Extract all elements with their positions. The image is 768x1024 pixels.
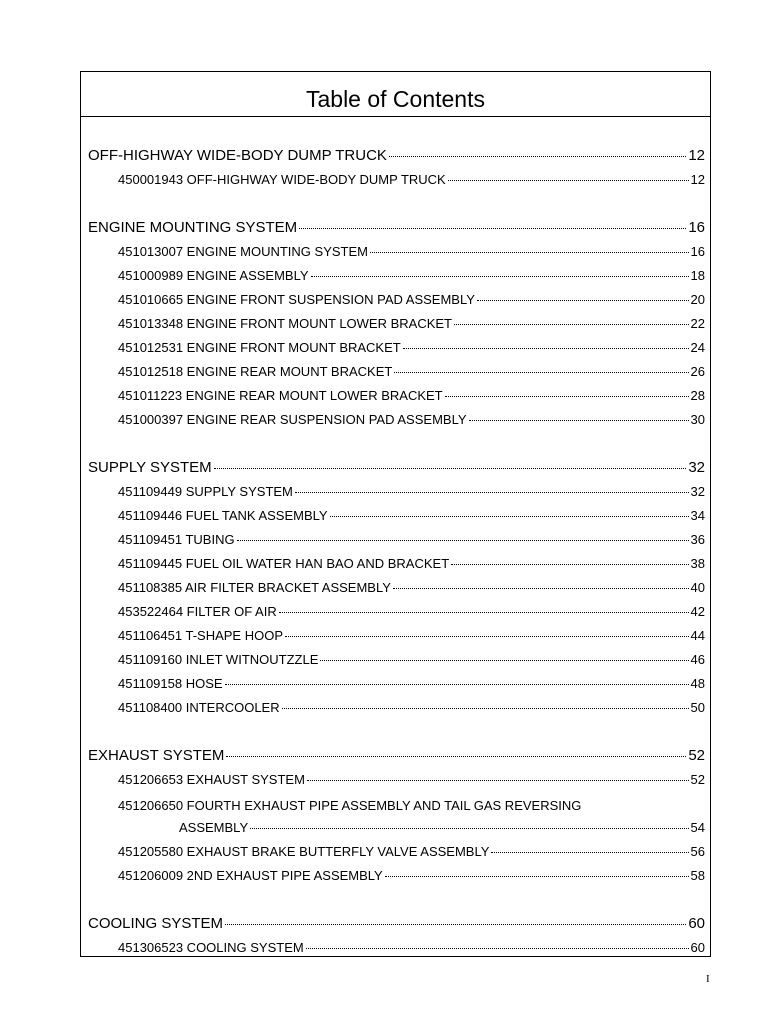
dot-leader — [393, 588, 689, 589]
entry-page-number: 16 — [690, 244, 705, 259]
dot-leader — [320, 660, 688, 661]
toc-entry[interactable] — [88, 508, 705, 528]
dot-leader — [385, 876, 689, 877]
toc-section-heading[interactable] — [88, 459, 705, 479]
entry-page-number: 24 — [690, 340, 705, 355]
toc-entry[interactable] — [88, 676, 705, 696]
entry-label: 453522464 FILTER OF AIR — [118, 604, 277, 619]
toc-entry[interactable] — [88, 844, 705, 864]
entry-label: 451109446 FUEL TANK ASSEMBLY — [118, 508, 328, 523]
page-title: Table of Contents — [305, 86, 485, 112]
dot-leader — [445, 396, 689, 397]
toc-entry[interactable] — [88, 412, 705, 432]
entry-page-number: 42 — [690, 604, 705, 619]
entry-page-number: 46 — [690, 652, 705, 667]
toc-entry[interactable] — [88, 316, 705, 336]
entry-label: 451108400 INTERCOOLER — [118, 700, 280, 715]
dot-leader — [454, 324, 689, 325]
toc-entry[interactable] — [88, 700, 705, 720]
toc-entry[interactable] — [88, 772, 705, 792]
entry-label: 451011223 ENGINE REAR MOUNT LOWER BRACKET — [118, 388, 443, 403]
entry-label: 451306523 COOLING SYSTEM — [118, 940, 304, 955]
toc-entry[interactable] — [88, 340, 705, 360]
entry-page-number: 44 — [690, 628, 705, 643]
dot-leader — [282, 708, 689, 709]
toc-section-heading[interactable] — [88, 219, 705, 239]
entry-page-number: 36 — [690, 532, 705, 547]
toc-entry[interactable] — [88, 244, 705, 264]
entry-page-number: 32 — [690, 484, 705, 499]
dot-leader — [451, 564, 688, 565]
entry-label: 451012518 ENGINE REAR MOUNT BRACKET — [118, 364, 393, 379]
entry-page-number: 40 — [690, 580, 705, 595]
dot-leader — [311, 276, 689, 277]
entry-page-number: 26 — [690, 364, 705, 379]
dot-leader — [295, 492, 689, 493]
entry-page-number: 28 — [690, 388, 705, 403]
entry-label: 450001943 OFF-HIGHWAY WIDE-BODY DUMP TRUCK — [118, 172, 446, 187]
toc-entry[interactable] — [88, 580, 705, 600]
section-page-number: 32 — [688, 459, 705, 476]
dot-leader — [225, 684, 689, 685]
toc-entry[interactable] — [88, 868, 705, 888]
entry-label: 451106451 T-SHAPE HOOP — [118, 628, 284, 643]
toc-entry[interactable] — [88, 532, 705, 552]
entry-label: 451109160 INLET WITNOUTZZLE — [118, 652, 319, 667]
entry-page-number: 54 — [690, 820, 705, 835]
toc-entry[interactable] — [88, 604, 705, 624]
entry-page-number: 20 — [690, 292, 705, 307]
dot-leader — [237, 540, 689, 541]
section-heading-label: ENGINE MOUNTING SYSTEM — [88, 219, 298, 236]
section-page-number: 60 — [688, 915, 705, 932]
toc-entry[interactable] — [88, 292, 705, 312]
entry-label: 451013007 ENGINE MOUNTING SYSTEM — [118, 244, 368, 259]
entry-page-number: 34 — [690, 508, 705, 523]
entry-page-number: 38 — [690, 556, 705, 571]
dot-leader — [394, 372, 688, 373]
toc-section-heading[interactable] — [88, 747, 705, 767]
toc-entry[interactable] — [88, 556, 705, 576]
section-heading-label: OFF-HIGHWAY WIDE-BODY DUMP TRUCK — [88, 147, 387, 164]
entry-label: 451205580 EXHAUST BRAKE BUTTERFLY VALVE ASSEMBLY — [118, 844, 490, 859]
entry-label: 451206653 EXHAUST SYSTEM — [118, 772, 305, 787]
toc-entry[interactable] — [88, 172, 705, 192]
entry-label: 451109158 HOSE — [118, 676, 223, 691]
entry-label: 451206009 2ND EXHAUST PIPE ASSEMBLY — [118, 868, 383, 883]
dot-leader — [279, 612, 689, 613]
entry-page-number: 18 — [690, 268, 705, 283]
dot-leader — [307, 780, 689, 781]
entry-page-number: 48 — [690, 676, 705, 691]
page-number: I — [706, 973, 710, 985]
entry-page-number: 12 — [690, 172, 705, 187]
entry-label: 451013348 ENGINE FRONT MOUNT LOWER BRACKET — [118, 316, 453, 331]
entry-page-number: 22 — [690, 316, 705, 331]
entry-page-number: 58 — [690, 868, 705, 883]
entry-page-number: 30 — [690, 412, 705, 427]
toc-entry[interactable] — [88, 364, 705, 384]
dot-leader — [448, 180, 689, 181]
dot-leader — [477, 300, 689, 301]
entry-label: 451012531 ENGINE FRONT MOUNT BRACKET — [118, 340, 401, 355]
entry-label: 451000397 ENGINE REAR SUSPENSION PAD ASSEMBLY — [118, 412, 467, 427]
dot-leader — [491, 852, 688, 853]
toc-section-heading[interactable] — [88, 147, 705, 167]
entry-label: 451109451 TUBING — [118, 532, 235, 547]
section-heading-label: COOLING SYSTEM — [88, 915, 224, 932]
entry-page-number: 52 — [690, 772, 705, 787]
dot-leader — [285, 636, 689, 637]
dot-leader — [403, 348, 689, 349]
dot-leader — [469, 420, 689, 421]
entry-label: 451010665 ENGINE FRONT SUSPENSION PAD ASSEMBLY — [118, 292, 475, 307]
section-heading-label: EXHAUST SYSTEM — [88, 747, 225, 764]
dot-leader — [306, 948, 689, 949]
section-page-number: 52 — [688, 747, 705, 764]
dot-leader — [214, 468, 687, 469]
toc-frame — [80, 71, 711, 957]
dot-leader — [370, 252, 689, 253]
dot-leader — [299, 228, 686, 229]
entry-label: 451000989 ENGINE ASSEMBLY — [118, 268, 309, 283]
entry-label: 451206650 FOURTH EXHAUST PIPE ASSEMBLY AND TAIL GAS REVERSING — [118, 798, 582, 813]
toc-header — [81, 72, 710, 117]
dot-leader — [250, 828, 688, 829]
section-page-number: 16 — [688, 219, 705, 236]
toc-entry[interactable] — [88, 796, 705, 840]
toc-entry[interactable] — [88, 652, 705, 672]
section-heading-label: SUPPLY SYSTEM — [88, 459, 212, 476]
entry-page-number: 50 — [690, 700, 705, 715]
toc-entry[interactable] — [88, 628, 705, 648]
toc-entry[interactable] — [88, 940, 705, 957]
dot-leader — [389, 156, 686, 157]
entry-label: 451109445 FUEL OIL WATER HAN BAO AND BRACKET — [118, 556, 450, 571]
dot-leader — [225, 924, 686, 925]
section-page-number: 12 — [688, 147, 705, 164]
dot-leader — [226, 756, 686, 757]
entry-page-number: 60 — [690, 940, 705, 955]
toc-entry[interactable] — [88, 484, 705, 504]
entry-label-continuation: ASSEMBLY — [179, 820, 249, 835]
toc-entry[interactable] — [88, 388, 705, 408]
entry-page-number: 56 — [690, 844, 705, 859]
entry-label: 451109449 SUPPLY SYSTEM — [118, 484, 293, 499]
entry-label: 451108385 AIR FILTER BRACKET ASSEMBLY — [118, 580, 391, 595]
toc-entry[interactable] — [88, 268, 705, 288]
dot-leader — [330, 516, 689, 517]
toc-section-heading[interactable] — [88, 915, 705, 935]
